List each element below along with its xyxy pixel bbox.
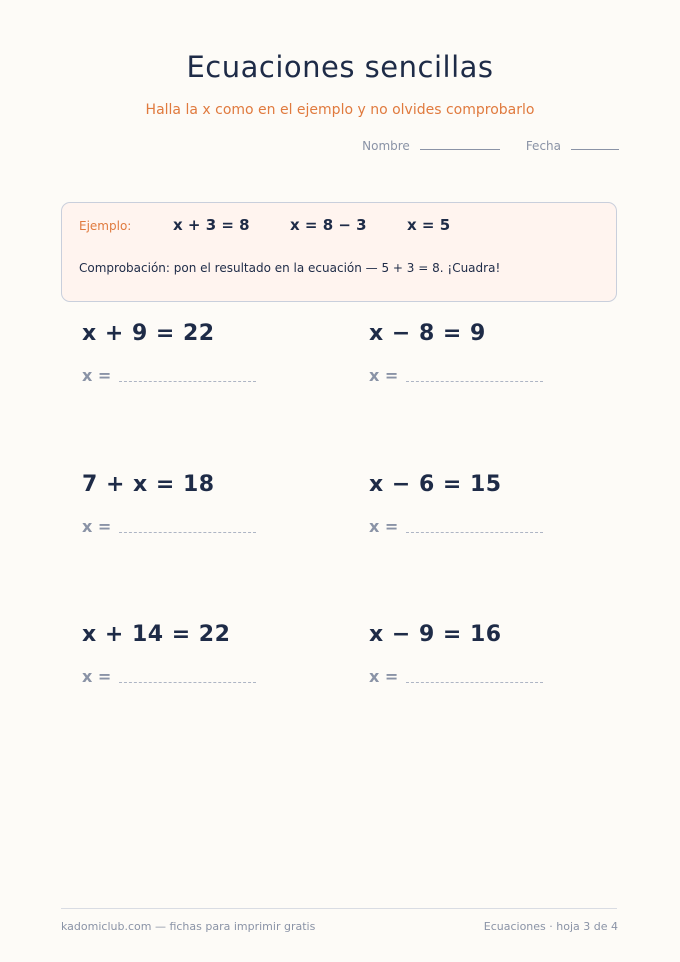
name-blank: [420, 148, 500, 150]
problem-1: [82, 321, 342, 385]
example-step-2: x = 8 − 3: [290, 216, 367, 234]
answer-line: [119, 531, 256, 533]
footer-divider: [61, 908, 617, 909]
problem-equation: x + 9 = 22: [82, 321, 215, 346]
problem-2: [369, 321, 629, 385]
answer-line: [406, 681, 543, 683]
example-box: [61, 202, 617, 302]
answer-line: [406, 380, 543, 382]
name-date-fields: [362, 139, 619, 153]
problem-4: [369, 472, 629, 536]
problem-equation: x + 14 = 22: [82, 622, 231, 647]
page-subtitle: Halla la x como en el ejemplo y no olvides comprobarlo: [145, 102, 535, 118]
answer-line: [119, 681, 256, 683]
name-label: Nombre: [362, 139, 410, 153]
answer-row: [82, 667, 342, 686]
answer-prefix: x =: [82, 366, 112, 385]
answer-prefix: x =: [82, 517, 112, 536]
answer-prefix: x =: [369, 517, 399, 536]
answer-prefix: x =: [369, 667, 399, 686]
date-label: Fecha: [525, 139, 561, 153]
answer-row: [82, 517, 342, 536]
date-blank: [571, 148, 619, 150]
problem-3: [82, 472, 342, 536]
problem-equation: x − 9 = 16: [369, 622, 502, 647]
footer-site-link[interactable]: kadomiclub.com — fichas para imprimir gratis: [61, 920, 316, 933]
footer-page-info: Ecuaciones · hoja 3 de 4: [483, 920, 618, 933]
example-check-text: Comprobación: pon el resultado en la ecuación — 5 + 3 = 8. ¡Cuadra!: [79, 261, 501, 275]
problem-equation: x − 8 = 9: [369, 321, 486, 346]
problem-equation: 7 + x = 18: [82, 472, 215, 497]
example-step-3: x = 5: [407, 216, 451, 234]
problem-6: [369, 622, 629, 686]
answer-row: [369, 366, 629, 385]
page-title: Ecuaciones sencillas: [186, 50, 494, 84]
answer-line: [119, 380, 256, 382]
example-step-1: x + 3 = 8: [173, 216, 250, 234]
answer-row: [369, 517, 629, 536]
answer-line: [406, 531, 543, 533]
answer-row: [369, 667, 629, 686]
answer-prefix: x =: [82, 667, 112, 686]
problem-5: [82, 622, 342, 686]
answer-prefix: x =: [369, 366, 399, 385]
answer-row: [82, 366, 342, 385]
example-label: Ejemplo:: [79, 219, 132, 233]
problem-equation: x − 6 = 15: [369, 472, 502, 497]
